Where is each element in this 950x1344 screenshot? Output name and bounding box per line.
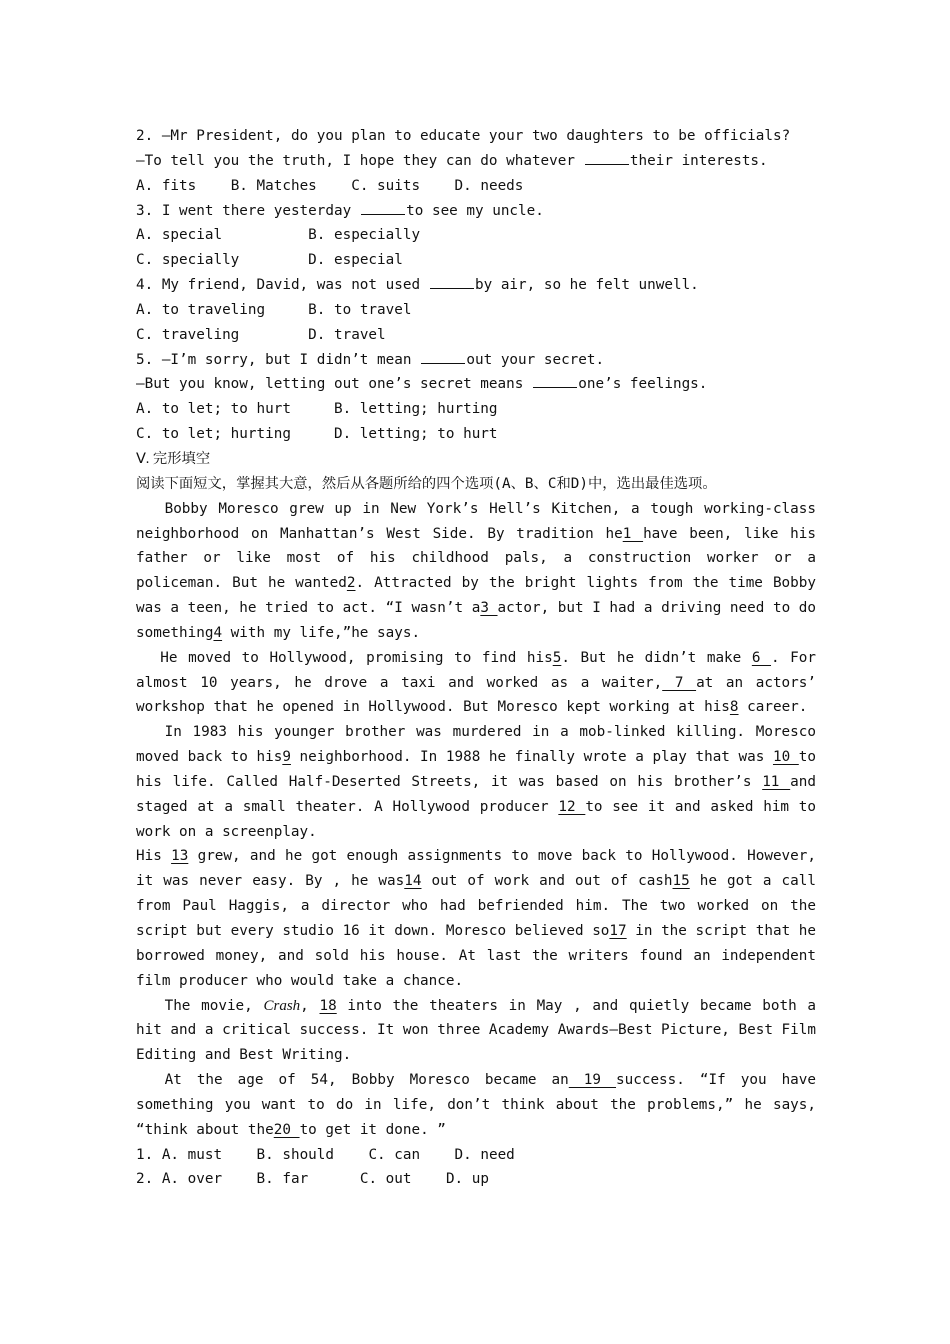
- question-2-stem: 2. —Mr President, do you plan to educate your two daughters to be officials?: [136, 128, 791, 144]
- blank-14: 14: [404, 873, 422, 890]
- answer-blank[interactable]: [361, 200, 405, 215]
- question-3-options-row1: A. special B. especially: [136, 227, 421, 244]
- answer-options-2: 2. A. over B. far C. out D. up: [136, 1171, 489, 1188]
- question-4-options-row1: A. to traveling B. to travel: [136, 301, 412, 318]
- passage-paragraph-6: At the age of 54, Bobby Moresco became an 19 success. “If you have something you want to do in life, don’t think about the problems,” he says, “think about the20 to get it done. ”: [136, 1072, 816, 1138]
- blank-2: 2: [346, 575, 356, 592]
- question-4-options-row2: C. traveling D. travel: [136, 326, 386, 343]
- blank-18: 18: [319, 997, 337, 1014]
- answer-blank[interactable]: [421, 349, 465, 364]
- blank-5: 5: [552, 649, 562, 666]
- blank-1: 1: [622, 525, 644, 542]
- answer-blank[interactable]: [585, 150, 629, 165]
- section-instruction: 阅读下面短文，掌握其大意，然后从各题所给的四个选项(A、B、C和D)中，选出最佳选项。: [136, 475, 717, 492]
- blank-15: 15: [672, 873, 690, 890]
- passage-paragraph-3: In 1983 his younger brother was murdered in a mob-linked killing. Moresco moved back to his9 neighborhood. In 1988 he finally wrote a play that was 10 to his life. Called Half-Deserted Streets, it was based on his brother’s 11 and staged at a small theater. A Hollywood producer 12 to see it and asked him to work on a screenplay.: [136, 724, 817, 840]
- question-5-options-row2: C. to let; hurting D. letting; to hurt: [136, 426, 498, 443]
- question-2-options: A. fits B. Matches C. suits D. needs: [136, 177, 524, 194]
- blank-20: 20: [273, 1121, 300, 1138]
- movie-title: Crash: [263, 997, 301, 1014]
- blank-6: 6: [751, 649, 772, 666]
- question-4-stem: 4. My friend, David, was not used by air, so he felt unwell.: [136, 273, 816, 298]
- document-page: [136, 124, 816, 1192]
- answer-options-1: 1. A. must B. should C. can D. need: [136, 1146, 515, 1163]
- blank-13: 13: [171, 848, 189, 865]
- blank-10: 10: [772, 749, 799, 766]
- blank-4: 4: [213, 624, 223, 641]
- question-3-stem: 3. I went there yesterday to see my uncle.: [136, 199, 816, 224]
- blank-9: 9: [282, 749, 291, 766]
- question-5-stem: 5. —I’m sorry, but I didn’t mean out your secret.: [136, 348, 816, 373]
- blank-8: 8: [729, 699, 739, 716]
- passage-paragraph-2: He moved to Hollywood, promising to find his5. But he didn’t make 6 . For almost 10 years, he drove a taxi and worked as a waiter, 7 at an actors’ workshop that he opened in Hollywood. But Moresco kept working at his8 career.: [136, 649, 817, 716]
- blank-17: 17: [609, 923, 627, 939]
- section-title: Ⅴ. 完形填空: [136, 450, 211, 467]
- answer-blank[interactable]: [430, 274, 474, 289]
- blank-3: 3: [480, 600, 498, 617]
- passage-paragraph-5: The movie, Crash, 18 into the theaters in May , and quietly became both a hit and a critical success. It won three Academy Awards—Best Picture, Best Film Editing and Best Writing.: [136, 997, 817, 1064]
- blank-19: 19: [568, 1072, 617, 1089]
- passage-paragraph-4: His 13 grew, and he got enough assignments to move back to Hollywood. However, it was never easy. By , he was14 out of work and out of cash15 he got a call from Paul Haggis, a director who had befriended him. The two worked on the script but every studio 16 it down. Moresco believed so17 in the script that he borrowed money, and sold his house. At last the writers found an independent film producer who would take a chance.: [136, 848, 817, 989]
- passage-paragraph-1: Bobby Moresco grew up in New York’s Hell’s Kitchen, a tough working-class neighborhood on Manhattan’s West Side. By tradition he1 have been, like his father or like most of his childhood pals, a construction worker or a policeman. But he wanted2. Attracted by the bright lights from the time Bobby was a teen, he tried to act. “I wasn’t a3 actor, but I had a driving need to do something4 with my life,”he says.: [136, 500, 817, 641]
- blank-7: 7: [662, 674, 697, 691]
- answer-blank[interactable]: [533, 374, 577, 389]
- blank-11: 11: [762, 773, 791, 790]
- question-2-stem-line2: —To tell you the truth, I hope they can do whatever their interests.: [136, 149, 816, 174]
- question-3-options-row2: C. specially D. especial: [136, 252, 403, 269]
- blank-12: 12: [558, 798, 586, 815]
- question-5-options-row1: A. to let; to hurt B. letting; hurting: [136, 401, 498, 418]
- question-5-stem-line2: —But you know, letting out one’s secret means one’s feelings.: [136, 372, 816, 397]
